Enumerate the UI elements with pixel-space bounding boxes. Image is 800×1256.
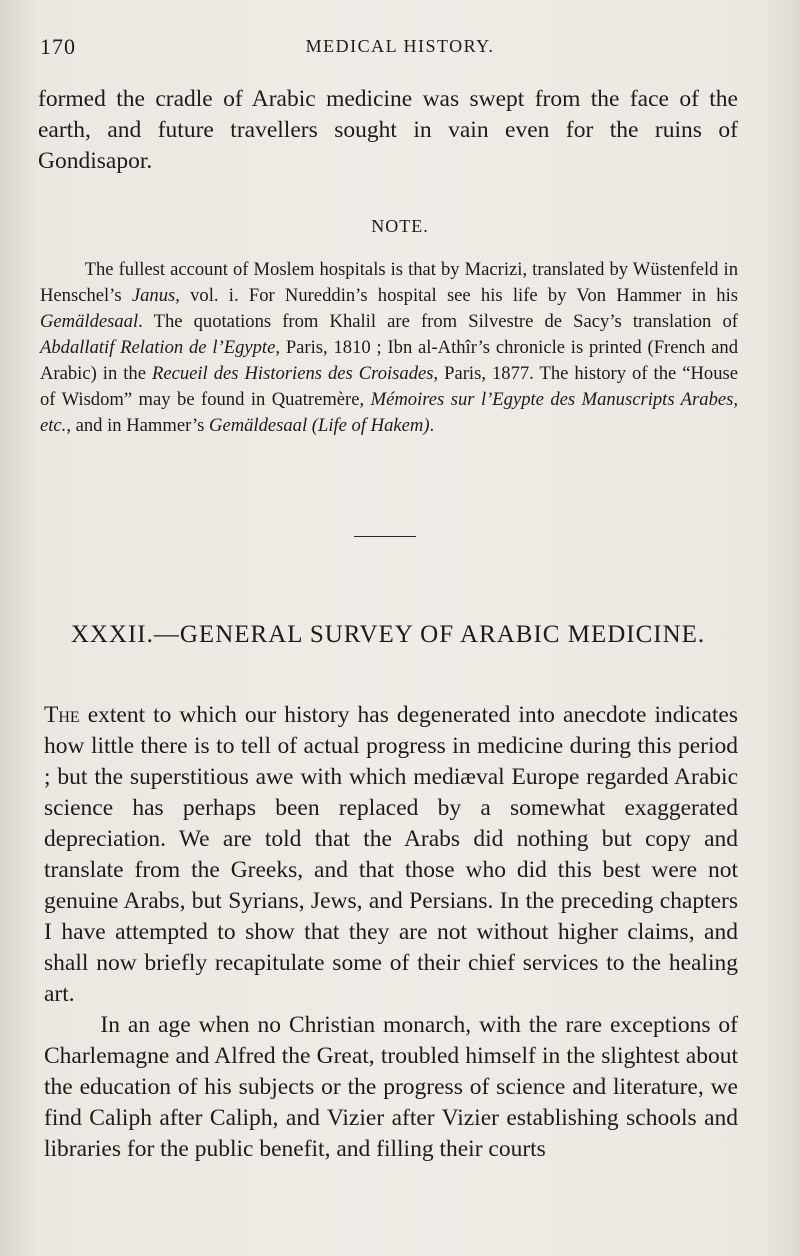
note-body (40, 257, 738, 439)
note-text-1: The fullest account of Moslem hospitals is that by Macrizi, translated by Wüstenfeld in Henschel’s (40, 259, 738, 306)
chapter-paragraph-1 (44, 700, 738, 1010)
opening-paragraph (38, 84, 738, 177)
note-title-recueil: Recueil des Historiens des Croisades (151, 363, 434, 384)
chapter-title: XXXII.—GENERAL SURVEY OF ARABIC MEDICINE. (70, 621, 706, 648)
running-title: MEDICAL HISTORY. (305, 36, 495, 56)
section-divider (354, 536, 416, 537)
chapter-paragraph-1-text: extent to which our history has degenerated into anecdote indicates how little there is to tell of actual progress in medicine during this period ; but the superstitious awe with which mediæval Europe regarded Arabic science has perhaps been replaced by a somewhat exaggerated depreciation. We are told that the Arabs did nothing but copy and translate from the Greeks, and that those who did this best were not genuine Arabs, but Syrians, Jews, and Persians. In the preceding chapters I have attempted to show that they are not without higher claims, and shall now briefly recapitulate some of their chief services to the healing art. (44, 702, 738, 1007)
opening-paragraph-text: formed the cradle of Arabic medicine was swept from the face of the earth, and future travellers sought in vain even for the ruins of Gondisapor. (38, 86, 738, 174)
note-text-3: . The quotations from Khalil are from Silvestre de Sacy’s translation of (138, 311, 738, 332)
note-title-gemaldesaal-hakem: Gemäldesaal (Life of Hakem) (209, 415, 430, 436)
note-title-janus: Janus (131, 285, 176, 306)
note-title-gemaldesaal: Gemäldesaal (40, 311, 139, 332)
chapter-paragraph-2: In an age when no Christian monarch, with the rare exceptions of Charlemagne and Alfred the Great, troubled himself in the slightest about the education of his subjects or the progress of science and literature, we find Caliph after Caliph, and Vizier after Vizier establishing schools and libraries for the public benefit, and filling their courts (44, 1012, 738, 1162)
note-heading: NOTE. (371, 216, 429, 236)
note-text-7: . (429, 415, 435, 436)
running-header (40, 34, 760, 64)
chapter-body (44, 700, 738, 1165)
note-text-6: , and in Hammer’s (66, 415, 210, 436)
note-title-memoires: Mémoires sur l’Egypte des Manuscripts Arabes, etc. (40, 389, 739, 436)
note-title-abdallatif: Abdallatif Relation de l’Egypte (40, 337, 276, 358)
note-paragraph (40, 257, 738, 439)
note-text-5: , Paris, 1877. The history of the “House of Wisdom” may be found in Quatremère, (40, 363, 739, 410)
note-text-2: , vol. i. For Nureddin’s hospital see his life by Von Hammer in his (175, 285, 739, 306)
note-text-4: , Paris, 1810 ; Ibn al-Athîr’s chronicle is printed (French and Arabic) in the (40, 337, 738, 384)
page-number: 170 (40, 34, 76, 59)
chapter-first-word: The (44, 702, 80, 728)
